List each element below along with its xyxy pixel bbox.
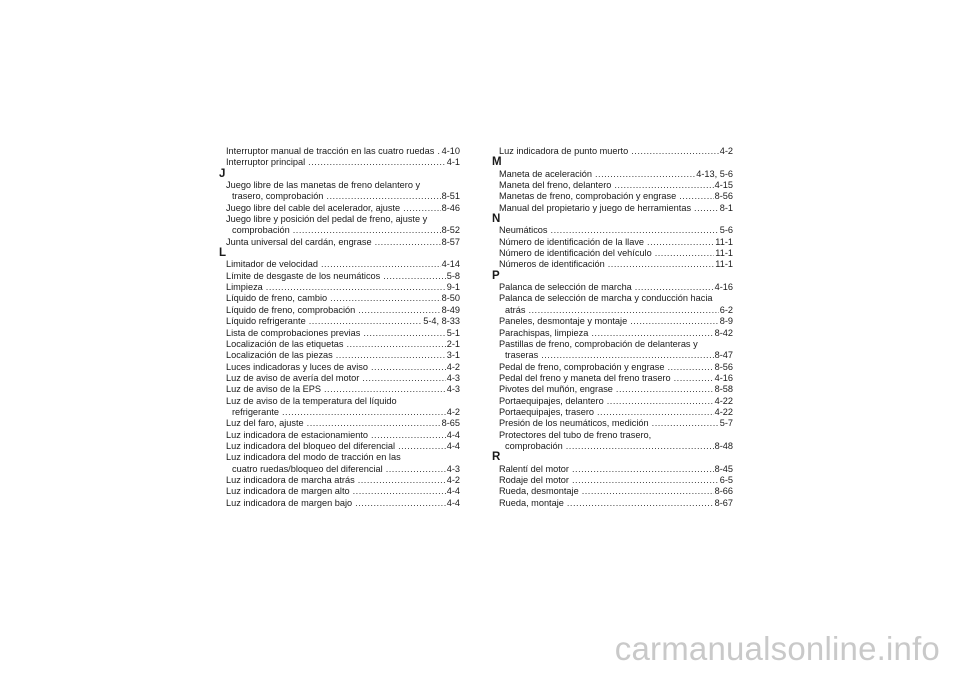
dot-leader <box>321 259 441 270</box>
index-entry <box>492 486 733 497</box>
dot-leader <box>398 441 446 452</box>
index-entry <box>492 396 733 407</box>
index-entry-text: Junta universal del cardán, engrase <box>226 236 372 247</box>
index-entry-text: Luz indicadora de punto muerto <box>499 146 629 156</box>
index-entry <box>219 180 460 203</box>
index-entry-page: 4-10 <box>441 146 460 156</box>
index-entry <box>219 441 460 452</box>
index-entry-page: 4-16 <box>714 282 733 293</box>
index-entry <box>219 430 460 441</box>
index-entry-line <box>219 191 460 202</box>
dot-leader <box>307 418 441 429</box>
index-entry-line <box>219 373 460 384</box>
index-entry-text: Localización de las piezas <box>226 350 333 361</box>
dot-leader <box>353 486 446 497</box>
index-entry-line <box>219 225 460 236</box>
index-entry <box>492 328 733 339</box>
index-entry-page: 4-15 <box>714 180 733 191</box>
index-entry-text: Interruptor manual de tracción en las cuatro ruedas <box>226 146 435 156</box>
index-letter-heading: R <box>492 451 501 464</box>
dot-leader <box>647 237 714 248</box>
index-entry-text: Limitador de velocidad <box>226 259 318 270</box>
index-entry-page: 5-8 <box>446 270 460 281</box>
index-entry-text: Número de identificación del vehículo <box>499 248 652 259</box>
index-entry <box>492 339 733 362</box>
index-entry-page: 6-5 <box>719 474 733 485</box>
index-entry-text: Juego libre y posición del pedal de freno, ajuste y <box>226 214 428 225</box>
index-entry-line <box>219 316 460 327</box>
index-entry-line <box>219 441 460 452</box>
index-entry-line <box>492 203 733 214</box>
index-entry-line <box>219 407 460 418</box>
index-entry-line <box>219 362 460 373</box>
index-entry-line <box>219 282 460 293</box>
index-entry <box>219 418 460 429</box>
index-entry-text: Presión de los neumáticos, medición <box>499 418 649 429</box>
index-entry-page: 5-1 <box>446 327 460 338</box>
index-entry-page: 8-45 <box>714 463 733 474</box>
index-entry-line <box>492 498 733 509</box>
index-entry-text: Líquido de freno, comprobación <box>226 304 356 315</box>
index-entry <box>492 316 733 327</box>
index-entry <box>492 293 733 316</box>
index-entry-page: 4-4 <box>446 429 460 440</box>
dot-leader <box>551 225 719 236</box>
dot-leader <box>383 271 445 282</box>
index-entry-page: 4-2 <box>719 146 733 156</box>
dot-leader <box>541 350 713 361</box>
dot-leader <box>324 384 446 395</box>
index-entry-line <box>492 339 733 350</box>
index-entry-line <box>492 259 733 270</box>
index-entry-page: 8-1 <box>719 202 733 213</box>
dot-leader <box>616 384 714 395</box>
index-entry <box>219 237 460 248</box>
index-entry <box>492 418 733 429</box>
index-entry-page: 8-48 <box>714 440 733 451</box>
index-entry-line <box>492 350 733 361</box>
dot-leader <box>371 362 446 373</box>
index-entry <box>492 430 733 453</box>
index-entry-text: Portaequipajes, delantero <box>499 395 604 406</box>
dot-leader <box>566 441 714 452</box>
index-entry-text: Luz indicadora de estacionamiento <box>226 429 368 440</box>
index-entry-line <box>219 430 460 441</box>
index-entry-line <box>219 259 460 270</box>
index-entry-page: 8-49 <box>441 304 460 315</box>
dot-leader <box>308 157 446 168</box>
index-entry-page: 4-4 <box>446 486 460 497</box>
index-entry-page: 4-13, 5-6 <box>696 168 733 179</box>
dot-leader <box>582 486 714 497</box>
index-entry-page: 8-46 <box>441 202 460 213</box>
index-entry-text: Luz del faro, ajuste <box>226 418 304 429</box>
index-entry <box>219 452 460 475</box>
index-entry-line <box>219 328 460 339</box>
index-entry-text: Luz indicadora de marcha atrás <box>226 474 355 485</box>
index-entry-page: 4-2 <box>446 361 460 372</box>
index-entry <box>219 486 460 497</box>
index-entry <box>219 384 460 395</box>
index-entry-text: Rueda, montaje <box>499 497 564 508</box>
index-entry <box>492 282 733 293</box>
index-entry-line <box>492 146 733 157</box>
index-entry-text: Líquido refrigerante <box>226 316 306 327</box>
index-letter-heading: N <box>492 213 501 226</box>
index-entry-page: 6-2 <box>719 304 733 315</box>
index-entry-line <box>219 271 460 282</box>
dot-leader <box>336 350 446 361</box>
index-entry-page: 8-67 <box>714 497 733 508</box>
dot-leader <box>358 305 440 316</box>
index-entry-text: Portaequipajes, trasero <box>499 406 594 417</box>
index-entry <box>219 362 460 373</box>
index-entry-line <box>219 180 460 191</box>
dot-leader <box>282 407 446 418</box>
index-entry-text: Manetas de freno, comprobación y engrase <box>499 191 677 202</box>
dot-leader <box>655 248 715 259</box>
index-entry <box>219 316 460 327</box>
index-entry-text: Límite de desgaste de los neumáticos <box>226 270 381 281</box>
index-entry-page: 4-1 <box>446 157 460 168</box>
dot-leader <box>572 475 719 486</box>
index-entry-page: 11-1 <box>715 236 733 247</box>
index-entry-text: Pedal de freno, comprobación y engrase <box>499 361 665 372</box>
index-entry-text: Palanca de selección de marcha y conducción hacia <box>499 293 713 304</box>
index-entry-text: comprobación <box>232 225 290 236</box>
index-entry-line <box>492 316 733 327</box>
index-entry <box>219 293 460 304</box>
index-entry-line <box>492 384 733 395</box>
index-entry <box>492 259 733 270</box>
index-entry-line <box>492 248 733 259</box>
index-entry <box>219 203 460 214</box>
index-entry-page: 8-65 <box>441 418 460 429</box>
index-entry-text: Juego libre del cable del acelerador, ajuste <box>226 202 401 213</box>
index-entry-line <box>219 475 460 486</box>
index-entry-line <box>492 191 733 202</box>
index-entry <box>492 237 733 248</box>
index-entry-line <box>219 486 460 497</box>
index-entry-page: 8-57 <box>441 236 460 247</box>
index-entry <box>219 271 460 282</box>
index-entry-text: Ralentí del motor <box>499 463 569 474</box>
index-entry-text: Número de identificación de la llave <box>499 236 645 247</box>
dot-leader <box>403 203 440 214</box>
index-entry <box>219 214 460 237</box>
index-entry-line <box>492 180 733 191</box>
index-entry-page: 8-9 <box>719 316 733 327</box>
dot-leader <box>635 282 714 293</box>
index-entry-line <box>492 430 733 441</box>
dot-leader <box>667 362 713 373</box>
watermark-text: carmanualsonline.info <box>614 630 940 667</box>
index-entry-page: 8-47 <box>714 350 733 361</box>
index-entry-page: 4-22 <box>714 406 733 417</box>
index-entry <box>492 225 733 236</box>
index-entry-text: Luz indicadora de margen bajo <box>226 497 353 508</box>
dot-leader <box>346 339 445 350</box>
index-entry-line <box>219 452 460 463</box>
index-entry-line <box>492 464 733 475</box>
index-entry-line <box>219 384 460 395</box>
index-entry-line <box>219 157 460 168</box>
index-entry-page: 2-1 <box>446 338 460 349</box>
index-entry-text: Limpieza <box>226 282 263 293</box>
index-entry <box>492 146 733 157</box>
index-entry-text: refrigerante <box>232 406 279 417</box>
index-entry <box>492 191 733 202</box>
index-entry <box>219 339 460 350</box>
dot-leader <box>386 464 446 475</box>
index-entry-page: 8-52 <box>441 225 460 236</box>
index-entry-line <box>492 305 733 316</box>
index-entry-page: 8-58 <box>714 384 733 395</box>
dot-leader <box>567 498 714 509</box>
index-entry-text: Luz indicadora del bloqueo del diferencial <box>226 440 396 451</box>
dot-leader <box>437 146 440 157</box>
index-entry-line <box>219 203 460 214</box>
index-entry-text: Juego libre de las manetas de freno delantero y <box>226 180 421 191</box>
index-entry-text: Números de identificación <box>499 259 605 270</box>
index-entry-text: Paneles, desmontaje y montaje <box>499 316 628 327</box>
index-entry-line <box>219 418 460 429</box>
dot-leader <box>363 328 445 339</box>
index-entry-page: 8-56 <box>714 191 733 202</box>
index-entry <box>492 362 733 373</box>
index-entry-page: 3-1 <box>446 350 460 361</box>
index-entry-line <box>492 407 733 418</box>
index-letter-heading: L <box>219 247 227 260</box>
index-entry-line <box>219 396 460 407</box>
index-entry-line <box>219 464 460 475</box>
index-entry-line <box>492 373 733 384</box>
index-entry-line <box>492 282 733 293</box>
dot-leader <box>358 475 446 486</box>
index-entry-line <box>492 486 733 497</box>
dot-leader <box>371 430 446 441</box>
dot-leader <box>572 464 714 475</box>
dot-leader <box>694 203 719 214</box>
index-entry <box>219 305 460 316</box>
dot-leader <box>375 237 441 248</box>
index-entry-text: Maneta de aceleración <box>499 168 592 179</box>
dot-leader <box>326 191 440 202</box>
index-entry-page: 4-22 <box>714 395 733 406</box>
dot-leader <box>652 418 719 429</box>
index-column-left <box>219 146 460 509</box>
index-entry-text: traseras <box>505 350 539 361</box>
index-entry-line <box>219 350 460 361</box>
index-entry <box>492 464 733 475</box>
index-entry <box>219 328 460 339</box>
index-entry-line <box>492 418 733 429</box>
index-entry-text: Palanca de selección de marcha <box>499 282 632 293</box>
index-entry-text: Pedal del freno y maneta del freno trasero <box>499 372 671 383</box>
index-entry <box>492 180 733 191</box>
index-entry <box>492 248 733 259</box>
index-entry-line <box>219 237 460 248</box>
index-entry-text: Lista de comprobaciones previas <box>226 327 361 338</box>
dot-leader <box>330 293 440 304</box>
index-entry-text: Luz de aviso de la EPS <box>226 384 321 395</box>
index-entry <box>219 282 460 293</box>
index-entry-line <box>219 146 460 157</box>
index-entry <box>219 396 460 419</box>
index-entry-page: 11-1 <box>715 248 733 259</box>
index-entry-page: 5-7 <box>719 418 733 429</box>
index-letter-heading: M <box>492 156 502 169</box>
index-entry-text: comprobación <box>505 440 563 451</box>
index-entry-page: 5-6 <box>719 225 733 236</box>
index-column-right <box>492 146 733 509</box>
index-entry-line <box>492 396 733 407</box>
index-entry <box>492 169 733 180</box>
index-entry-text: atrás <box>505 304 526 315</box>
index-entry-text: Maneta del freno, delantero <box>499 180 612 191</box>
index-entry <box>219 475 460 486</box>
dot-leader <box>630 316 719 327</box>
index-entry-page: 4-16 <box>714 372 733 383</box>
index-entry-line <box>492 441 733 452</box>
dot-leader <box>597 407 714 418</box>
index-entry-text: Localización de las etiquetas <box>226 338 344 349</box>
index-entry <box>219 350 460 361</box>
index-entry-line <box>219 293 460 304</box>
index-entry-text: Luz indicadora de margen alto <box>226 486 350 497</box>
index-entry-page: 4-3 <box>446 384 460 395</box>
index-entry-page: 4-2 <box>446 406 460 417</box>
index-entry-line <box>492 362 733 373</box>
index-entry-line <box>219 214 460 225</box>
index-entry-line <box>219 498 460 509</box>
index-entry-line <box>492 169 733 180</box>
dot-leader <box>362 373 445 384</box>
index-entry <box>219 157 460 168</box>
index-entry-text: Manual del propietario y juego de herramientas <box>499 202 692 213</box>
index-entry-page: 4-4 <box>446 440 460 451</box>
index-entry-page: 11-1 <box>715 259 733 270</box>
index-entry <box>492 203 733 214</box>
dot-leader <box>674 373 714 384</box>
dot-leader <box>355 498 446 509</box>
index-entry-text: Luz de aviso de la temperatura del líquido <box>226 395 397 406</box>
dot-leader <box>679 191 713 202</box>
index-entry-page: 5-4, 8-33 <box>423 316 460 327</box>
index-entry-text: Neumáticos <box>499 225 548 236</box>
index-entry <box>219 373 460 384</box>
index-entry <box>219 146 460 157</box>
index-entry-text: Pastillas de freno, comprobación de delanteras y <box>499 338 698 349</box>
index-entry <box>219 259 460 270</box>
dot-leader <box>631 146 718 157</box>
index-entry-text: Luz indicadora del modo de tracción en las <box>226 452 401 463</box>
dot-leader <box>614 180 713 191</box>
dot-leader <box>293 225 441 236</box>
index-entry-page: 8-66 <box>714 486 733 497</box>
index-entry-text: Rodaje del motor <box>499 474 569 485</box>
index-entry-page: 4-2 <box>446 474 460 485</box>
dot-leader <box>266 282 446 293</box>
dot-leader <box>607 396 714 407</box>
index-entry <box>492 475 733 486</box>
index-entry-text: cuatro ruedas/bloqueo del diferencial <box>232 463 383 474</box>
dot-leader <box>608 259 715 270</box>
index-entry <box>492 498 733 509</box>
index-entry-page: 8-51 <box>441 191 460 202</box>
index-entry-page: 8-42 <box>714 327 733 338</box>
index-entry <box>492 373 733 384</box>
dot-leader <box>591 328 713 339</box>
index-entry-text: Interruptor principal <box>226 157 306 168</box>
index-entry-line <box>492 293 733 304</box>
index-entry-page: 4-4 <box>446 497 460 508</box>
dot-leader <box>309 316 423 327</box>
index-entry <box>492 407 733 418</box>
index-entry-line <box>492 475 733 486</box>
index-letter-heading: P <box>492 269 500 282</box>
index-entry-text: trasero, comprobación <box>232 191 324 202</box>
index-entry-line <box>492 328 733 339</box>
index-entry-line <box>492 225 733 236</box>
index-entry-line <box>492 237 733 248</box>
index-entry <box>492 384 733 395</box>
index-entry-page: 8-50 <box>441 293 460 304</box>
dot-leader <box>595 169 695 180</box>
index-entry <box>219 498 460 509</box>
index-entry-text: Protectores del tubo de freno trasero, <box>499 429 652 440</box>
index-entry-text: Líquido de freno, cambio <box>226 293 328 304</box>
dot-leader <box>528 305 718 316</box>
index-entry-page: 8-56 <box>714 361 733 372</box>
index-entry-text: Luz de aviso de avería del motor <box>226 372 360 383</box>
index-entry-text: Pivotes del muñón, engrase <box>499 384 613 395</box>
index-entry-page: 4-3 <box>446 463 460 474</box>
index-entry-page: 9-1 <box>446 282 460 293</box>
index-entry-page: 4-14 <box>441 259 460 270</box>
index-entry-line <box>219 305 460 316</box>
index-entry-text: Parachispas, limpieza <box>499 327 589 338</box>
index-entry-text: Luces indicadoras y luces de aviso <box>226 361 368 372</box>
index-letter-heading: J <box>219 167 226 180</box>
index-entry-line <box>219 339 460 350</box>
index-entry-page: 4-3 <box>446 372 460 383</box>
index-entry-text: Rueda, desmontaje <box>499 486 579 497</box>
